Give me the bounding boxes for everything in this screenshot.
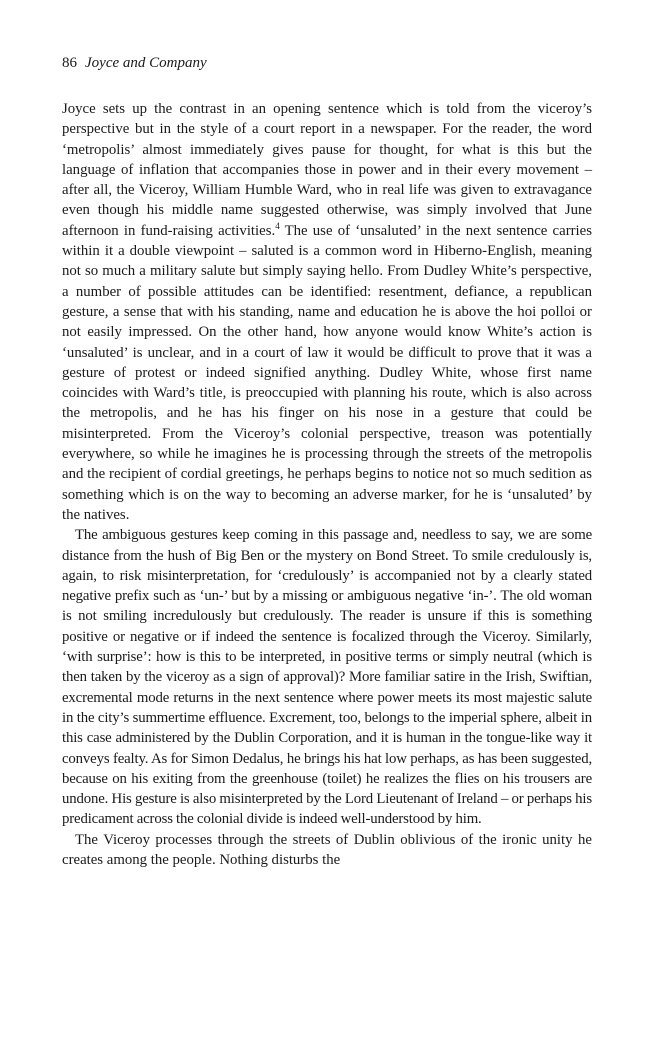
book-page bbox=[62, 54, 592, 870]
paragraph-1-text-b: The use of ‘unsaluted’ in the next sentence carries within it a double viewpoint – saluted is a common word in Hiberno-English, meaning not so much a military salute but simply saying hello. From Dudley White’s perspective, a number of possible attitudes can be identified: resentment, defiance, a republican gesture, a sense that with his standing, name and education he is above the hoi polloi or not easily impressed. On the other hand, how anyone would know White’s action is ‘unsaluted’ is unclear, and in a court of law it would be difficult to prove that it was a gesture of protest or indeed signified anything. Dudley White, whose first name coincides with Ward’s title, is preoccupied with planning his route, which is also across the metropolis, and he has his finger on his nose in a gesture that could be misinterpreted. From the Viceroy’s colonial perspective, treason was potentially everywhere, so while he imagines he is processing through the streets of the metropolis and the recipient of cordial greetings, he perhaps begins to notice not so much sedition as something which is on the way to becoming an adverse marker, for he is ‘unsaluted’ by the natives. bbox=[62, 222, 592, 523]
paragraph-1-text-a: Joyce sets up the contrast in an opening sentence which is told from the viceroy’s perspective but in the style of a court report in a newspaper. For the reader, the word ‘metropolis’ almost immediately gives pause for thought, for what is this but the language of inflation that accompanies those in power and in their every movement – after all, the Viceroy, William Humble Ward, who in real life was given to extravagance even though his middle name suggested otherwise, was simply involved that June afternoon in fund-raising activities. bbox=[62, 101, 592, 239]
paragraph-2: The ambiguous gestures keep coming in this passage and, needless to say, we are some distance from the hush of Big Ben or the mystery on Bond Street. To smile credulously is, again, to risk misinterpretation, for ‘credulously’ is accompanied not by a clearly stated negative prefix such as ‘un-’ but by a missing or ambiguous negative ‘in-’. The old woman is not smiling incredulously but credulously. The reader is unsure if this is something positive or negative or if indeed the sentence is focalized through the Viceroy. Similarly, ‘with surprise’: how is this to be interpreted, in positive terms or simply neutral (which is then taken by the viceroy as a sign of approval)? More familiar satire in the Irish, Swiftian, excremental mode returns in the next sentence where power meets its most majestic salute in the city’s summertime effluence. Excrement, too, belongs to the imperial sphere, albeit in this case administered by the Dublin Corporation, and it is human in the tongue-like way it conveys fealty. As for Simon Dedalus, he brings his hat low perhaps, as has been suggested, because on his exiting from the greenhouse (toilet) he realizes the flies on his trousers are undone. His gesture is also misinterpreted by the Lord Lieutenant of Ireland – or perhaps his predicament across the colonial divide is indeed well-understood by him. bbox=[62, 527, 592, 828]
book-title: Joyce and Company bbox=[85, 55, 207, 71]
paragraph-1 bbox=[62, 99, 592, 525]
running-head bbox=[62, 54, 592, 72]
page-number: 86 bbox=[62, 55, 77, 71]
paragraph-3: The Viceroy processes through the streets of Dublin oblivious of the ironic unity he creates among the people. Nothing disturbs the bbox=[62, 831, 592, 868]
footnote-reference: 4 bbox=[275, 220, 280, 231]
